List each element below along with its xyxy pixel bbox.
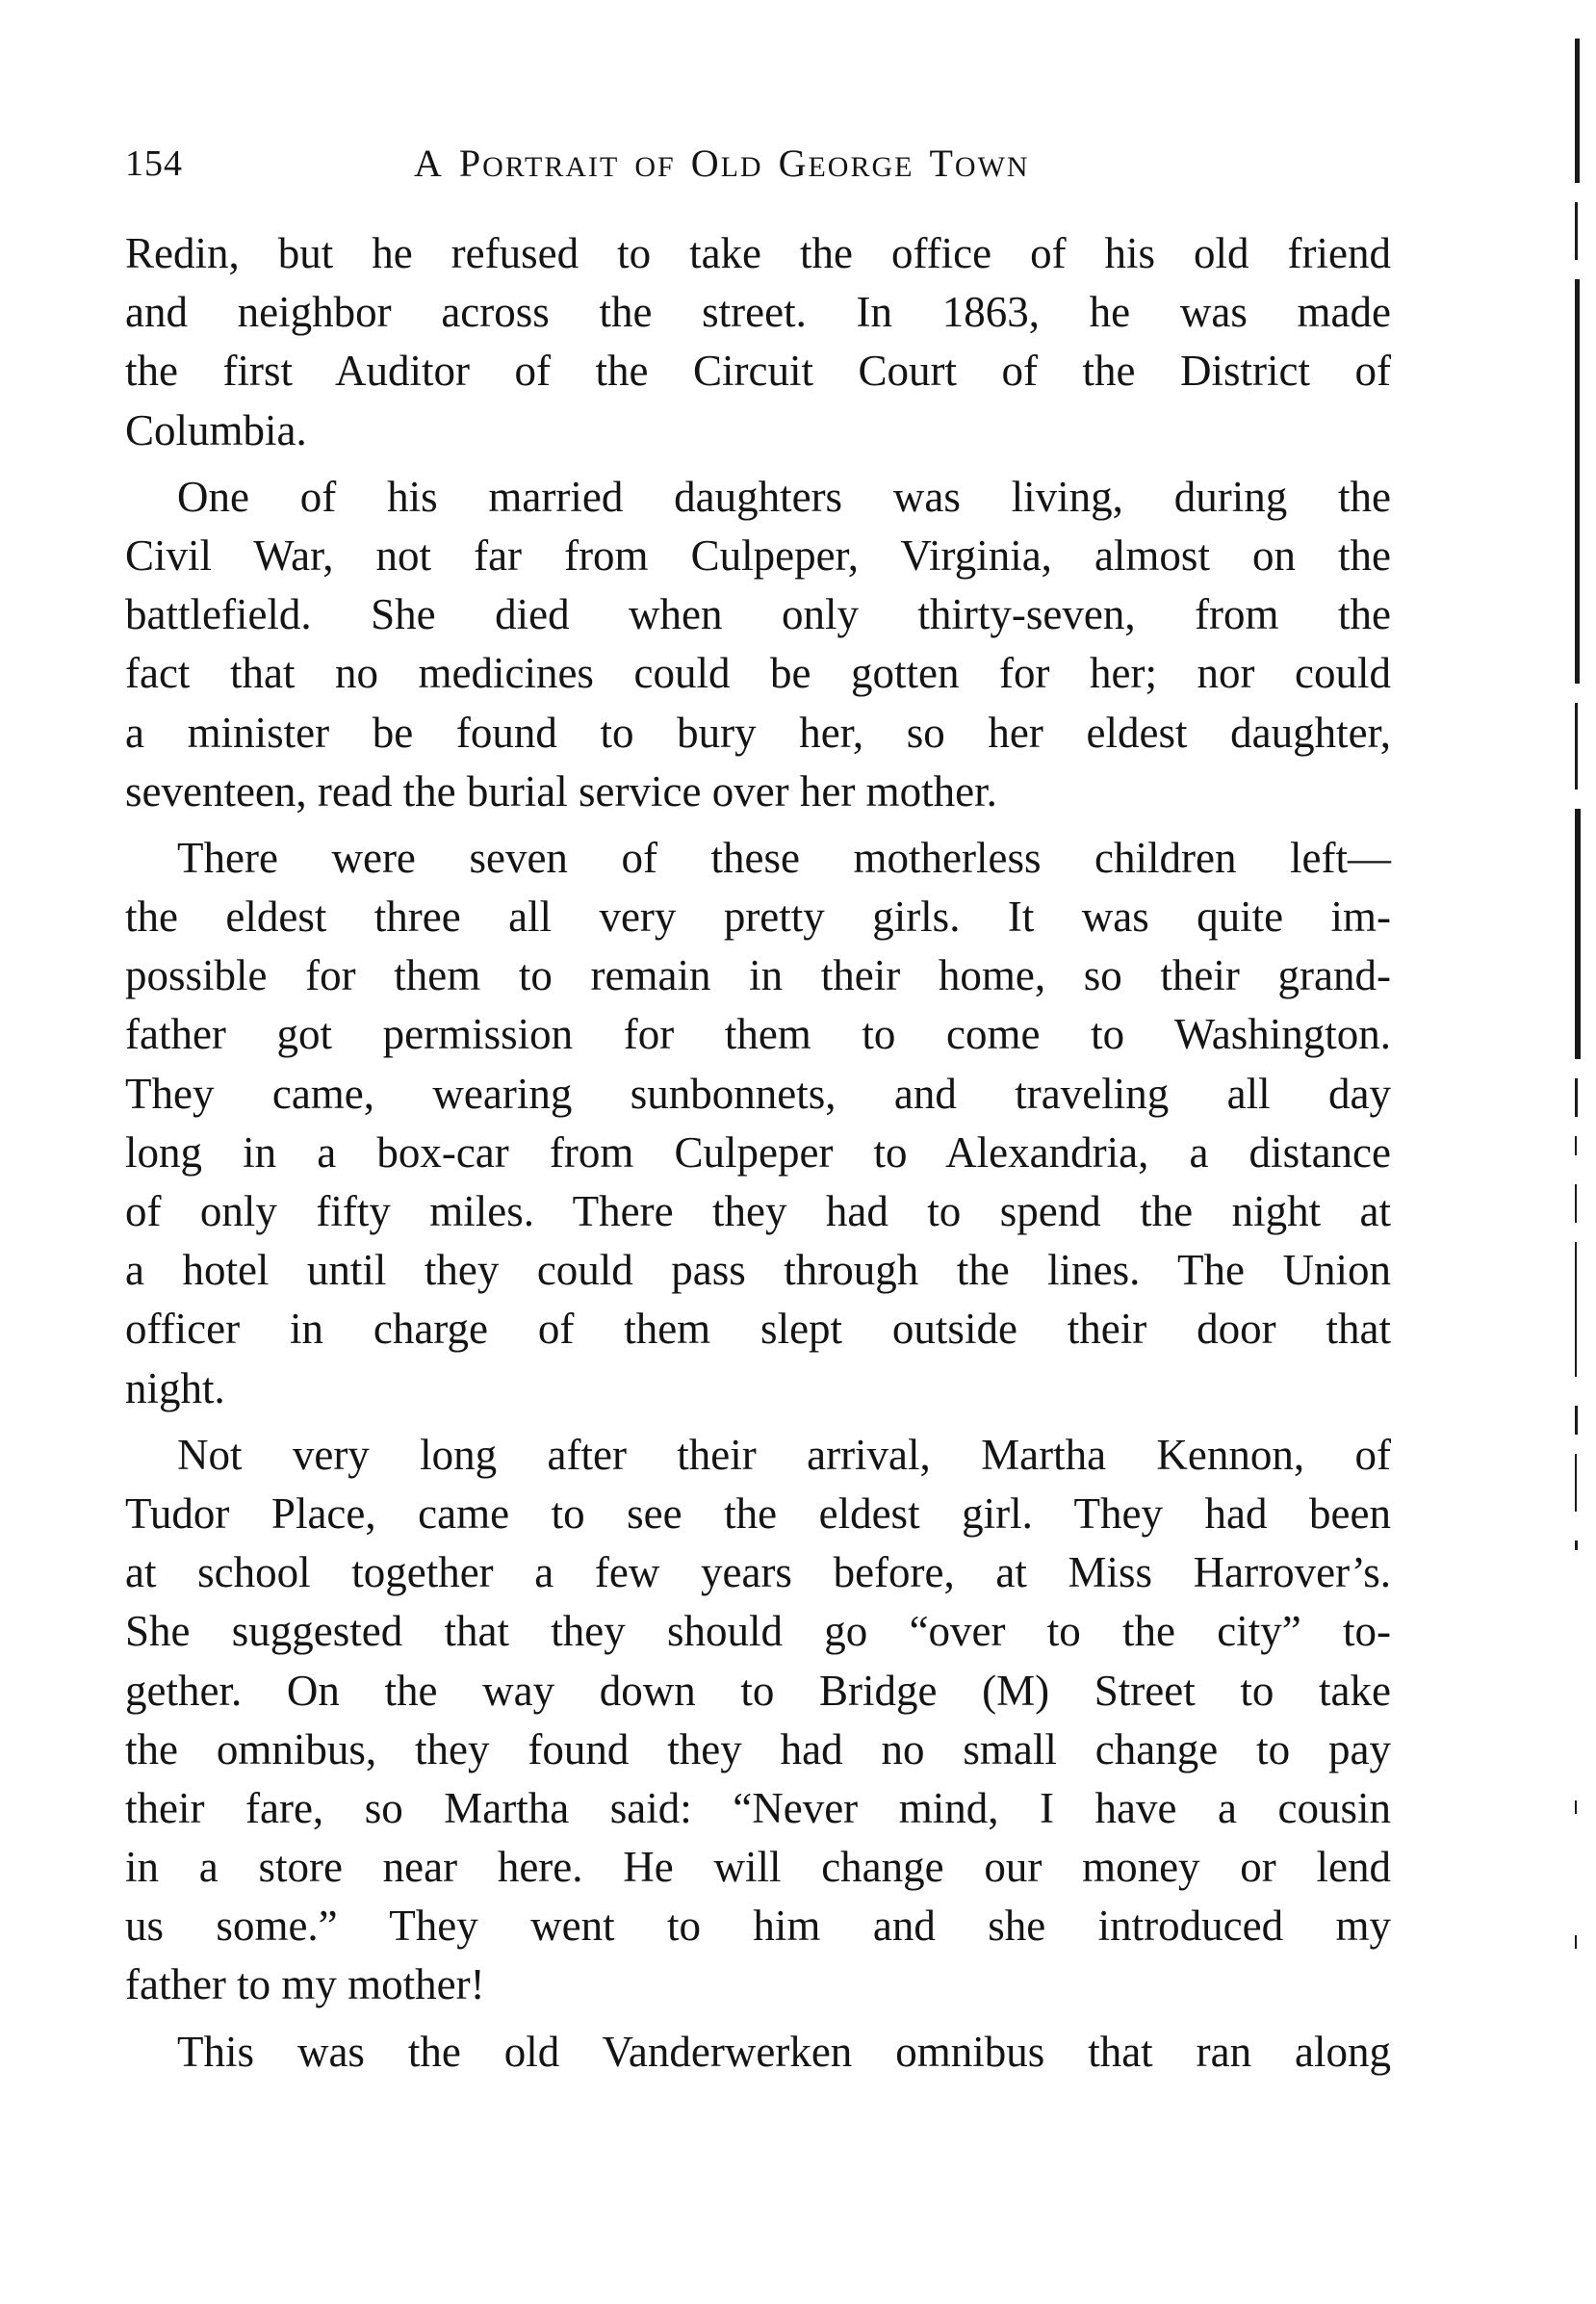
text-line: seventeen, read the burial service over her mother. bbox=[125, 766, 997, 815]
paragraph bbox=[125, 224, 1391, 460]
text-line: Redin, but he refused to take the office of his old friend bbox=[125, 229, 1391, 277]
text-line: possible for them to remain in their home, so their grand- bbox=[125, 951, 1391, 1000]
text-line: They came, wearing sunbonnets, and traveling all day bbox=[125, 1069, 1391, 1118]
text-line: officer in charge of them slept outside their door that bbox=[125, 1305, 1391, 1354]
text-line: father got permission for them to come to Washington. bbox=[125, 1010, 1391, 1059]
text-line: the omnibus, they found they had no small change to pay bbox=[125, 1724, 1391, 1773]
text-line: long in a box-car from Culpeper to Alexandria, a distance bbox=[125, 1127, 1391, 1177]
running-head-word: A bbox=[414, 142, 444, 185]
text-line: night. bbox=[125, 1363, 225, 1412]
text-line: She suggested that they should go “over to the city” to- bbox=[125, 1607, 1391, 1656]
text-line: There were seven of these motherless children left— bbox=[177, 833, 1391, 882]
text-line: of only fifty miles. There they had to spend the night at bbox=[125, 1187, 1391, 1235]
text-line: gether. On the way down to Bridge (M) Street to take bbox=[125, 1666, 1391, 1715]
text-line: at school together a few years before, at Miss Harrover’s. bbox=[125, 1548, 1391, 1597]
text-line: in a store near here. He will change our money or lend bbox=[125, 1843, 1391, 1892]
running-head-word: OLD bbox=[690, 142, 763, 185]
scan-edge-artifact bbox=[1575, 39, 1581, 2253]
text-line: a hotel until they could pass through the lines. The Union bbox=[125, 1246, 1391, 1295]
page-header bbox=[125, 135, 1391, 193]
paragraph bbox=[125, 468, 1391, 821]
text-line: Not very long after their arrival, Martha Kennon, of bbox=[177, 1430, 1391, 1479]
text-line: and neighbor across the street. In 1863, he was made bbox=[125, 288, 1391, 337]
text-line: their fare, so Martha said: “Never mind, I have a cousin bbox=[125, 1783, 1391, 1832]
paragraph bbox=[125, 2023, 1391, 2082]
text-line: Tudor Place, came to see the eldest girl. They had been bbox=[125, 1489, 1391, 1538]
text-line: us some.” They went to him and she introduced my bbox=[125, 1902, 1391, 1951]
text-line: Columbia. bbox=[125, 405, 307, 454]
running-head bbox=[414, 135, 1045, 196]
text-line: a minister be found to bury her, so her eldest daughter, bbox=[125, 708, 1391, 757]
paragraph bbox=[125, 829, 1391, 1418]
text-line: Civil War, not far from Culpeper, Virginia, almost on the bbox=[125, 531, 1391, 580]
body-text bbox=[125, 224, 1391, 2089]
text-line: battlefield. She died when only thirty-seven, from the bbox=[125, 590, 1391, 639]
text-line: the first Auditor of the Circuit Court of the District of bbox=[125, 347, 1391, 396]
running-head-word: GEORGE bbox=[778, 142, 914, 185]
text-line: This was the old Vanderwerken omnibus that ran along bbox=[177, 2027, 1391, 2076]
page-number: 154 bbox=[125, 143, 183, 184]
running-head-word: PORTRAIT bbox=[458, 142, 620, 185]
text-line: the eldest three all very pretty girls. It was quite im- bbox=[125, 893, 1391, 942]
paragraph bbox=[125, 1426, 1391, 2015]
text-line: father to my mother! bbox=[125, 1960, 485, 2009]
text-line: fact that no medicines could be gotten for her; nor could bbox=[125, 649, 1391, 698]
text-line: One of his married daughters was living, during the bbox=[177, 472, 1391, 521]
running-head-word: TOWN bbox=[929, 142, 1030, 185]
running-head-word: OF bbox=[634, 151, 676, 183]
